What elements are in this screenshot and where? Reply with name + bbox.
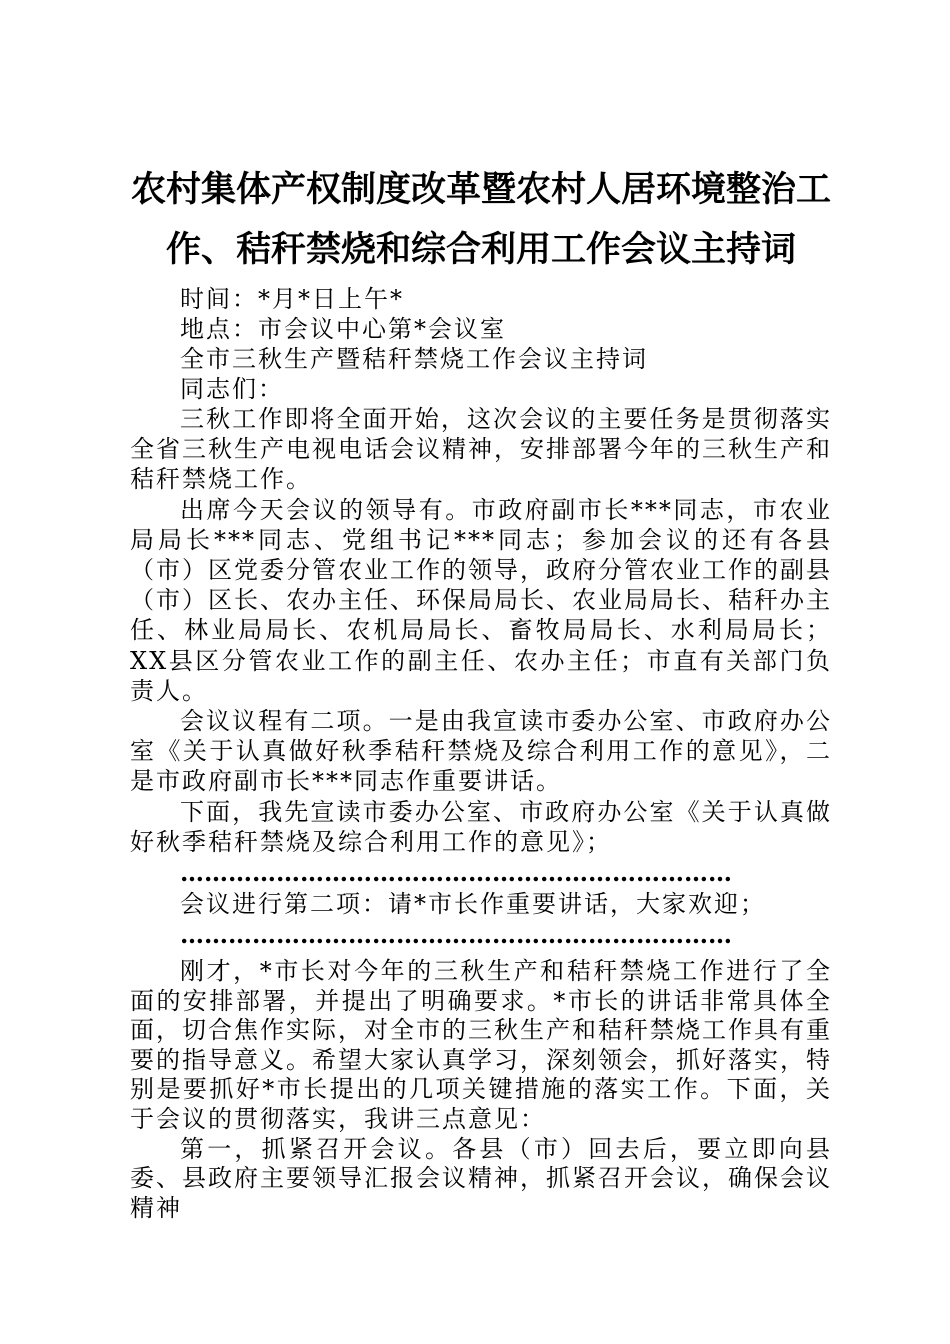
agenda-item-two: 会议进行第二项：请*市长作重要讲话，大家欢迎；: [180, 890, 766, 919]
paragraph-reading: 下面，我先宣读市委办公室、市政府办公室《关于认真做好秋季秸秆禁烧及综合利用工作的意见》；: [130, 797, 832, 856]
ellipsis-divider-2: ……………………………………………………………: [180, 920, 732, 950]
document-title: [130, 160, 832, 280]
paragraph-summary: 刚才，*市长对今年的三秋生产和秸秆禁烧工作进行了全面的安排部署，并提出了明确要求。*市长的讲话非常具体全面，切合焦作实际，对全市的三秋生产和秸秆禁烧工作具有重要的指导意义。希望大家认真学习，深刻领会，抓好落实，特别是要抓好*市长提出的几项关键措施的落实工作。下面，关于会议的贯彻落实，我讲三点意见：: [130, 957, 832, 1134]
ellipsis-divider-1: ……………………………………………………………: [180, 858, 732, 888]
paragraph-attendees: 出席今天会议的领导有。市政府副市长***同志，市农业局局长***同志、党组书记***同志；参加会议的还有各县（市）区党委分管农业工作的领导，政府分管农业工作的副县（市）区长、农办主任、环保局局长、农业局局长、秸秆办主任、林业局局长、农机局局长、畜牧局局长、水利局局长；XX县区分管农业工作的副主任、农办主任；市直有关部门负责人。: [130, 495, 832, 705]
paragraph-intro: 三秋工作即将全面开始，这次会议的主要任务是贯彻落实全省三秋生产电视电话会议精神，安排部署今年的三秋生产和秸秆禁烧工作。: [130, 405, 832, 494]
document-body: [130, 160, 832, 1223]
salutation: 同志们：: [180, 375, 284, 403]
title-line-2: 作、秸秆禁烧和综合利用工作会议主持词: [165, 230, 796, 270]
document-subtitle: 全市三秋生产暨秸秆禁烧工作会议主持词: [180, 345, 648, 373]
paragraph-agenda: 会议议程有二项。一是由我宣读市委办公室、市政府办公室《关于认真做好秋季秸秆禁烧及综合利用工作的意见》，二是市政府副市长***同志作重要讲话。: [130, 707, 832, 796]
meeting-place: 地点：市会议中心第*会议室: [180, 315, 506, 343]
paragraph-point-one: 第一，抓紧召开会议。各县（市）回去后，要立即向县委、县政府主要领导汇报会议精神，抓紧召开会议，确保会议精神: [130, 1134, 832, 1222]
title-line-1: 农村集体产权制度改革暨农村人居环境整治工: [130, 170, 831, 210]
meeting-time: 时间：*月*日上午*: [180, 285, 404, 313]
